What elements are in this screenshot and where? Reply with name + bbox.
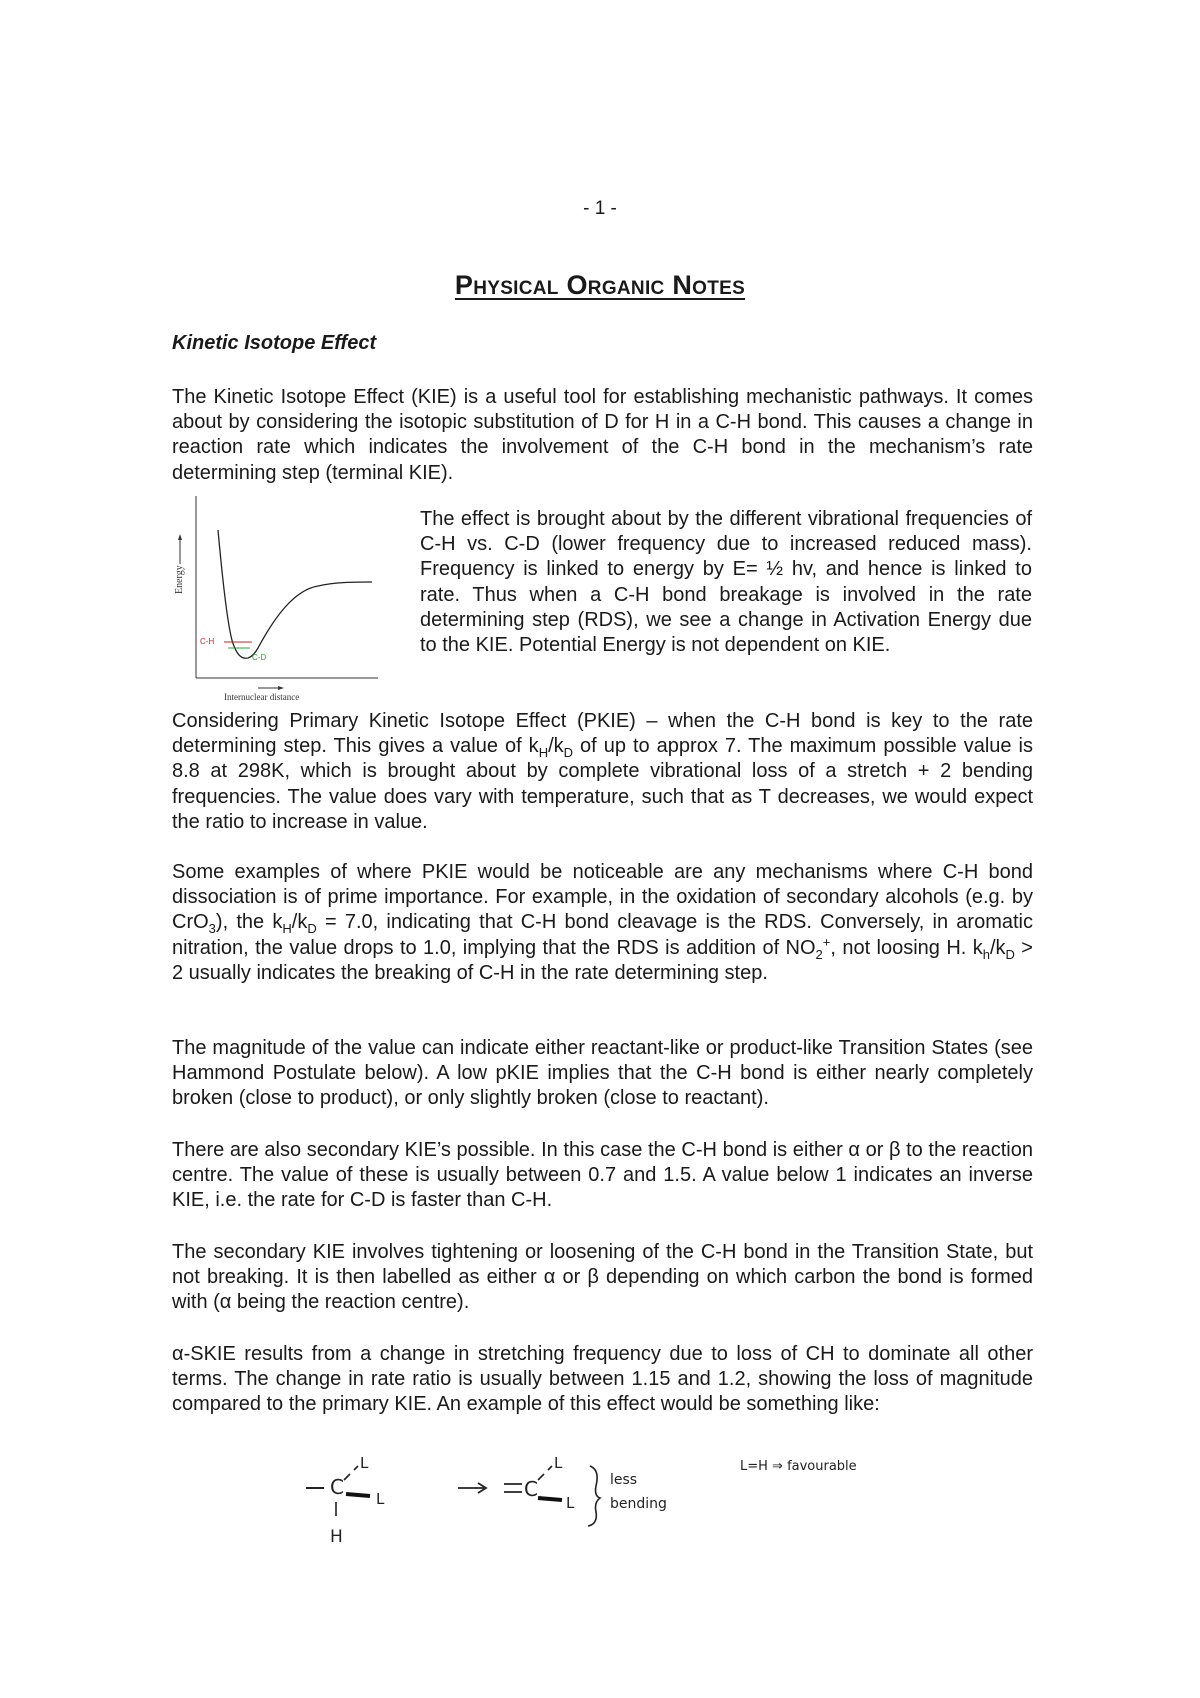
page-title-text: Physical Organic Notes: [454, 270, 746, 300]
magnitude-paragraph: The magnitude of the value can indicate either reactant-like or product-like Transition States (see Hammond Postulate below). A low pKIE implies that the C-H bond is either nearly completely broken (close to product), or only slightly broken (close to reactant).: [172, 1037, 1033, 1110]
pkie-paragraph: Considering Primary Kinetic Isotope Effect (PKIE) – when the C-H bond is key to the rate determining step. This gives a value of $k_H/k_D$ of up to approx 7. The maximum possible value is 8.8 at 298K, which is brought about by complete vibrational loss of a stretch + 2 bending frequencies. The value does vary with temperature, such that as T decreases, we would expect the ratio to increase in value.: [172, 710, 1034, 833]
examples-paragraph: Some examples of where PKIE would be noticeable are any mechanisms where C-H bond dissociation is of prime importance. For example, in the oxidation of secondary alcohols (e.g. by CrO$_3$), the $k_H/k_D = 7.0$, indicating that C-H bond cleavage is the RDS. Conversely, in aromatic nitration, the value drops to 1.0, implying that the RDS is addition of $NO_2^+$, not loosing H. $k_h/k_D > 2$ usually indicates the breaking of C-H in the rate determining step.: [172, 861, 1033, 984]
section-heading: Kinetic Isotope Effect: [172, 332, 377, 354]
cd-label: C-D: [252, 653, 267, 662]
potential-energy-figure: [168, 494, 400, 704]
hw-brace: [588, 1466, 600, 1526]
hw-l-1: L: [360, 1454, 369, 1472]
hw-wedge-bond-2: [538, 1498, 562, 1500]
alpha-skie-paragraph: α-SKIE results from a change in stretching frequency due to loss of CH to dominate all other terms. The change in rate ratio is usually between 1.15 and 1.2, showing the loss of magnitude compared to the primary KIE. An example of this effect would be something like:: [172, 1343, 1033, 1416]
y-arrow-head: [178, 534, 182, 540]
vibrational-paragraph: The effect is brought about by the different vibrational frequencies of C-H vs. C-D (lower frequency due to increased reduced mass). Frequency is linked to energy by E= ½ hv, and hence is linked to rate. Thus when a C-H bond breakage is involved in the rate determining step (RDS), we see a change in Activation Energy due to the KIE. Potential Energy is not dependent on KIE.: [420, 508, 1032, 657]
figure-x-label: Internuclear distance: [224, 692, 300, 702]
hw-carbon-2: C: [524, 1477, 538, 1501]
page-title: [0, 270, 1200, 301]
hw-note-less: less: [610, 1472, 638, 1488]
potential-energy-curve: [218, 530, 372, 658]
intro-paragraph: The Kinetic Isotope Effect (KIE) is a useful tool for establishing mechanistic pathways. It comes about by considering the isotopic substitution of D for H in a C-H bond. This causes a change in reaction rate which indicates the involvement of the C-H bond in the mechanism’s rate determining step (terminal KIE).: [172, 386, 1033, 484]
page-number: - 1 -: [583, 198, 617, 219]
figure-y-label: Energy: [174, 565, 185, 594]
hw-dash-bond-2: [538, 1466, 552, 1480]
hw-wedge-bond-1: [346, 1494, 370, 1496]
hw-note-bending: bending: [610, 1496, 667, 1512]
secondary-ts-paragraph: The secondary KIE involves tightening or loosening of the C-H bond in the Transition State, but not breaking. It is then labelled as either α or β depending on which carbon the bond is formed with (α being the reaction centre).: [172, 1241, 1033, 1314]
x-arrow-head: [278, 686, 284, 690]
hw-dash-bond-1: [344, 1466, 358, 1480]
hw-l-2: L: [376, 1490, 385, 1508]
secondary-kie-paragraph: There are also secondary KIE’s possible. In this case the C-H bond is either α or β to the reaction centre. The value of these is usually between 0.7 and 1.5. A value below 1 indicates an inverse KIE, i.e. the rate for C-D is faster than C-H.: [172, 1139, 1033, 1212]
hw-l-3: L: [554, 1454, 563, 1472]
hw-note-favourable: L=H ⇒ favourable: [740, 1459, 857, 1474]
hw-carbon-1: C: [330, 1475, 344, 1499]
handwritten-reaction-sketch: [300, 1450, 920, 1560]
hw-l-4: L: [566, 1494, 575, 1512]
ch-label: C-H: [200, 637, 215, 646]
hw-hydrogen: H: [330, 1527, 343, 1547]
